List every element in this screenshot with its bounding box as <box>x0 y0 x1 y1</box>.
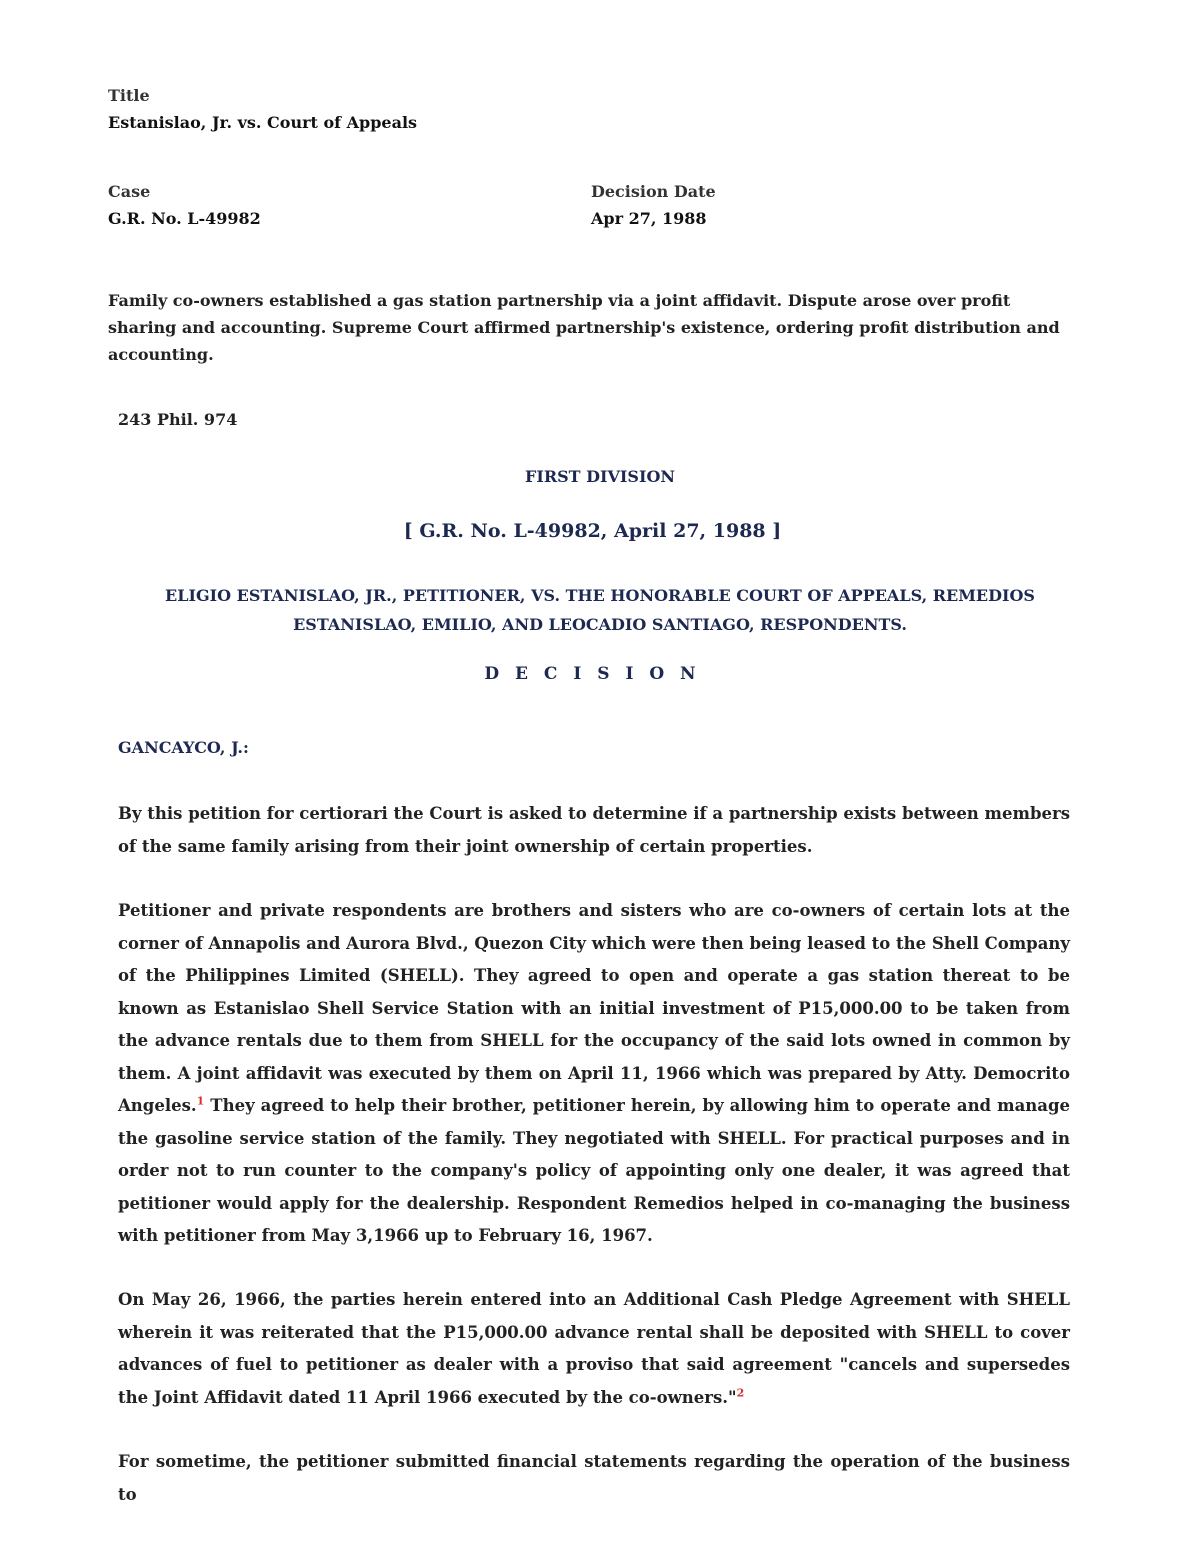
paragraph-4: For sometime, the petitioner submitted financial statements regarding the operation of the business to <box>118 1452 1070 1504</box>
paragraph-1: By this petition for certiorari the Court is asked to determine if a partnership exists between members of the same family arising from their joint ownership of certain properties. <box>118 804 1070 856</box>
gr-number-heading: [ G.R. No. L-49982, April 27, 1988 ] <box>403 520 782 542</box>
paragraph-3-text: On May 26, 1966, the parties herein entered into an Additional Cash Pledge Agreement with SHELL wherein it was reiterated that the P15,000.00 advance rental shall be deposited with SHELL to cover advances of fuel to petitioner as dealer with a proviso that said agreement "cancels and supersedes the Joint Affidavit dated 11 April 1966 executed by the co-owners." <box>118 1290 1070 1407</box>
paragraph-2 <box>118 895 1070 1253</box>
decision-date-label: Decision Date <box>591 182 716 201</box>
ponente: GANCAYCO, J.: <box>118 738 249 757</box>
citation: 243 Phil. 974 <box>118 410 238 429</box>
title-label: Title <box>108 86 150 105</box>
parties-heading: ELIGIO ESTANISLAO, JR., PETITIONER, VS. THE HONORABLE COURT OF APPEALS, REMEDIOS ESTANISLAO, EMILIO, AND LEOCADIO SANTIAGO, RESPONDENTS. <box>165 586 1035 634</box>
division-heading: FIRST DIVISION <box>524 467 676 486</box>
case-summary: Family co-owners established a gas station partnership via a joint affidavit. Dispute arose over profit sharing and accounting. Supreme Court affirmed partnership's existence, ordering profit distribution and accounting. <box>108 291 1060 364</box>
footnote-link-1[interactable]: 1 <box>196 1094 205 1108</box>
decision-heading: D E C I S I O N <box>484 664 701 684</box>
footnote-link-2[interactable]: 2 <box>736 1386 745 1399</box>
decision-date-value: Apr 27, 1988 <box>591 209 707 228</box>
paragraph-3 <box>118 1284 1070 1414</box>
case-label: Case <box>108 182 151 201</box>
paragraph-2-text-b: They agreed to help their brother, petitioner herein, by allowing him to operate and manage the gasoline service station of the family. They negotiated with SHELL. For practical purposes and in order not to run counter to the company's policy of appointing only one dealer, it was agreed that petitioner would apply for the dealership. Respondent Remedios helped in co-managing the business with petitioner from May 3,1966 up to February 16, 1967. <box>118 1096 1070 1245</box>
case-value: G.R. No. L-49982 <box>108 209 261 228</box>
title-value: Estanislao, Jr. vs. Court of Appeals <box>108 113 418 132</box>
paragraph-2-text-a: Petitioner and private respondents are brothers and sisters who are co-owners of certain lots at the corner of Annapolis and Aurora Blvd., Quezon City which were then being leased to the Shell Company of the Philippines Limited (SHELL). They agreed to open and operate a gas station thereat to be known as Estanislao Shell Service Station with an initial investment of P15,000.00 to be taken from the advance rentals due to them from SHELL for the occupancy of the said lots owned in common by them. A joint affidavit was executed by them on April 11, 1966 which was prepared by Atty. Democrito Angeles. <box>118 901 1070 1115</box>
